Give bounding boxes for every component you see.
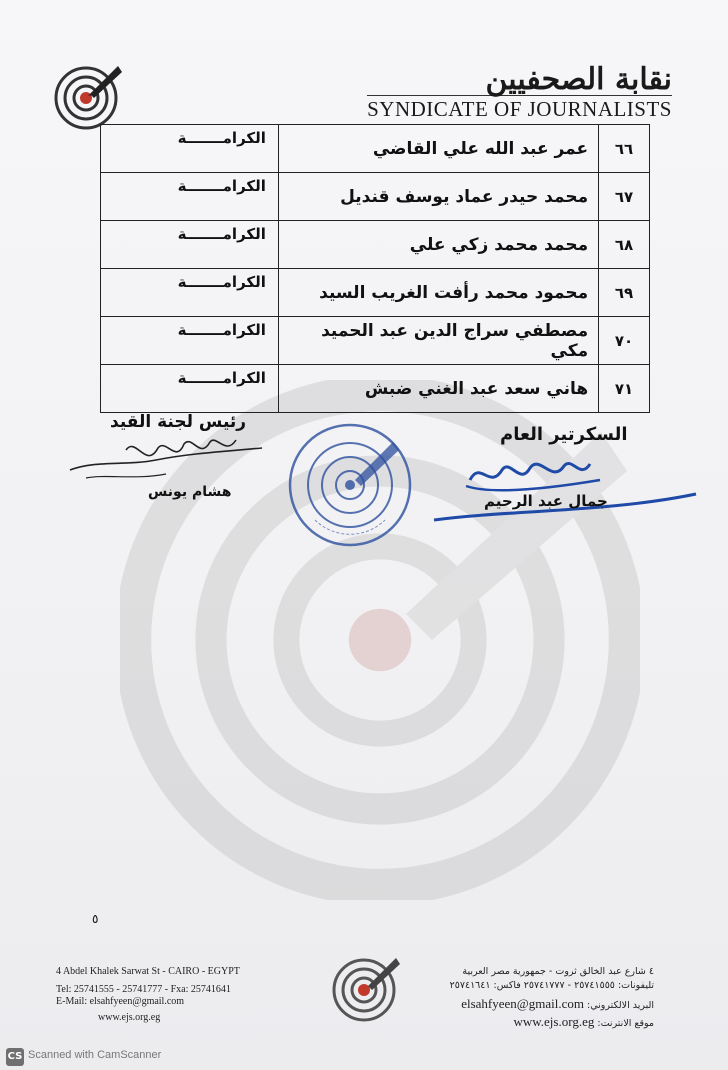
syndicate-seal-stamp <box>285 420 415 550</box>
member-status <box>101 173 279 221</box>
secretary-general-name: جمال عبد الرحيم <box>484 492 608 510</box>
member-status <box>101 269 279 317</box>
footer-web-en: www.ejs.org.eg <box>98 1012 161 1023</box>
member-name: محمد محمد زكي علي <box>278 221 598 269</box>
page-number: ٥ <box>92 912 99 926</box>
footer-address-en: 4 Abdel Khalek Sarwat St - CAIRO - EGYPT <box>56 966 240 977</box>
member-status <box>101 221 279 269</box>
member-status <box>101 317 279 365</box>
row-number: ٦٧ <box>599 173 650 221</box>
secretary-general-title: السكرتير العام <box>500 424 628 445</box>
footer-email-ar: elsahfyeen@gmail.com <box>461 996 585 1011</box>
footer-tel-en: Tel: 25741555 - 25741777 - Fxa: 25741641 <box>56 984 231 995</box>
footer-web-ar-row <box>513 1014 654 1030</box>
table-row <box>101 365 650 413</box>
footer-web-label-ar: موقع الانترنت: <box>597 1018 654 1029</box>
camscanner-text: Scanned with CamScanner <box>28 1049 162 1061</box>
row-number: ٦٦ <box>599 125 650 173</box>
footer-tel-ar: تليفونات: ٢٥٧٤١٥٥٥ - ٢٥٧٤١٧٧٧ فاكس: ٢٥٧٤١٦٤١ <box>449 980 654 991</box>
table-row <box>101 125 650 173</box>
members-table <box>100 124 650 413</box>
footer-email-label-ar: البريد الالكتروني: <box>587 1000 654 1011</box>
registration-chair-signature <box>66 430 266 490</box>
footer-email-en: E-Mail: elsahfyeen@gmail.com <box>56 996 185 1007</box>
registration-chair-name: هشام يونس <box>148 484 232 500</box>
member-status <box>101 125 279 173</box>
status-text: الكرامـــــــة <box>177 225 266 243</box>
footer-email-ar-row <box>461 996 654 1012</box>
camscanner-badge: CS <box>6 1048 24 1066</box>
table-row <box>101 221 650 269</box>
table-row <box>101 269 650 317</box>
row-number: ٧١ <box>599 365 650 413</box>
row-number: ٦٩ <box>599 269 650 317</box>
registration-committee-title: رئيس لجنة القيد <box>110 412 247 432</box>
member-name: محمد حيدر عماد يوسف قنديل <box>278 173 598 221</box>
syndicate-logo-icon <box>52 60 124 132</box>
member-name: عمر عبد الله علي القاضي <box>278 125 598 173</box>
table-row <box>101 173 650 221</box>
brand-english: SYNDICATE OF JOURNALISTS <box>367 97 672 121</box>
member-status <box>101 365 279 413</box>
row-number: ٧٠ <box>599 317 650 365</box>
member-name: محمود محمد رأفت الغريب السيد <box>278 269 598 317</box>
status-text: الكرامـــــــة <box>177 369 266 387</box>
status-text: الكرامـــــــة <box>177 273 266 291</box>
footer-address-ar: ٤ شارع عبد الخالق ثروت - جمهورية مصر العربية <box>462 966 654 977</box>
footer-web-ar: www.ejs.org.eg <box>513 1014 595 1029</box>
footer-logo-icon <box>330 952 402 1024</box>
brand-arabic: نقابة الصحفيين <box>485 62 672 97</box>
status-text: الكرامـــــــة <box>177 129 266 147</box>
row-number: ٦٨ <box>599 221 650 269</box>
status-text: الكرامـــــــة <box>177 321 266 339</box>
table-row <box>101 317 650 365</box>
secretary-general-signature <box>430 450 700 530</box>
brand-block <box>367 62 672 122</box>
member-name: مصطفي سراج الدين عبد الحميد مكي <box>278 317 598 365</box>
status-text: الكرامـــــــة <box>177 177 266 195</box>
member-name: هاني سعد عبد الغني ضبش <box>278 365 598 413</box>
